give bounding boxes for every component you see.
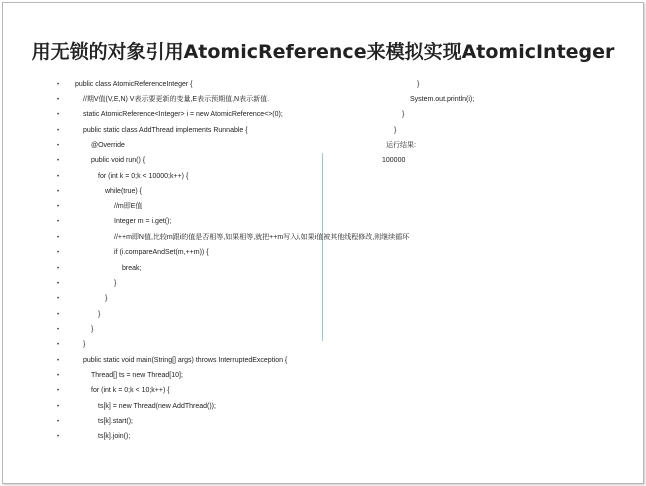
code-line: • static AtomicReference<Integer> i = new AtomicReference<>(0); (57, 108, 63, 122)
bullet-icon: • (57, 327, 60, 333)
code-line: • public class AtomicReferenceInteger { (57, 78, 63, 92)
code-line: • //m即E值 (57, 200, 63, 214)
bullet-icon: • (57, 250, 60, 256)
code-line: • break; (57, 262, 63, 276)
bullet-icon: • (57, 296, 60, 302)
bullet-icon: • (57, 281, 60, 287)
bullet-icon: • (57, 434, 60, 440)
bullet-icon: • (57, 373, 60, 379)
code-line: • if (i.compareAndSet(m,++m)) { (57, 246, 63, 260)
bullet-icon: • (57, 404, 60, 410)
code-line: • } (57, 292, 63, 306)
result-label: 运行结果: (386, 142, 416, 149)
code-line: • Thread[] ts = new Thread[10]; (57, 369, 63, 383)
right-code-line: } (394, 127, 397, 134)
bullet-icon: • (57, 342, 60, 348)
right-code-line: System.out.println(i); (410, 96, 475, 103)
code-line: • @Override (57, 139, 63, 153)
code-line: • while(true) { (57, 185, 63, 199)
code-line: • } (57, 338, 63, 352)
code-line: • ts[k].start(); (57, 415, 63, 429)
bullet-icon: • (57, 235, 60, 241)
slide-title: 用无锁的对象引用AtomicReference来模拟实现AtomicInteger (31, 41, 615, 63)
bullet-icon: • (57, 419, 60, 425)
bullet-icon: • (57, 128, 60, 134)
code-line: • } (57, 308, 63, 322)
bullet-icon: • (57, 174, 60, 180)
bullet-icon: • (57, 189, 60, 195)
code-line: • ts[k] = new Thread(new AddThread()); (57, 400, 63, 414)
code-line: • public static class AddThread implements Runnable { (57, 124, 63, 138)
code-line: • for (int k = 0;k < 10000;k++) { (57, 170, 63, 184)
bullet-icon: • (57, 358, 60, 364)
code-line: • Integer m = i.get(); (57, 215, 63, 229)
code-line: • //++m即N值,比较m跟i的值是否相等,如果相等,就把++m写入i,如果i值被其他线程修改,则继续循环 (57, 231, 63, 245)
right-code-line: } (402, 111, 405, 118)
bullet-icon: • (57, 266, 60, 272)
result-value: 100000 (382, 157, 406, 164)
code-line: • } (57, 277, 63, 291)
code-line: • } (57, 323, 63, 337)
code-line: • for (int k = 0;k < 10;k++) { (57, 384, 63, 398)
bullet-icon: • (57, 388, 60, 394)
bullet-icon: • (57, 82, 60, 88)
bullet-icon: • (57, 312, 60, 318)
right-code-line: } (417, 81, 420, 88)
bullet-icon: • (57, 112, 60, 118)
bullet-icon: • (57, 143, 60, 149)
bullet-icon: • (57, 219, 60, 225)
bullet-icon: • (57, 97, 60, 103)
column-divider (322, 153, 323, 341)
code-line: • public static void main(String[] args) throws InterruptedException { (57, 354, 63, 368)
code-line: • //期V值(V,E,N) V表示要更新的变量,E表示预期值,N表示新值. (57, 93, 63, 107)
code-line: • public void run() { (57, 154, 63, 168)
bullet-icon: • (57, 204, 60, 210)
code-line: • ts[k].join(); (57, 430, 63, 444)
bullet-icon: • (57, 158, 60, 164)
